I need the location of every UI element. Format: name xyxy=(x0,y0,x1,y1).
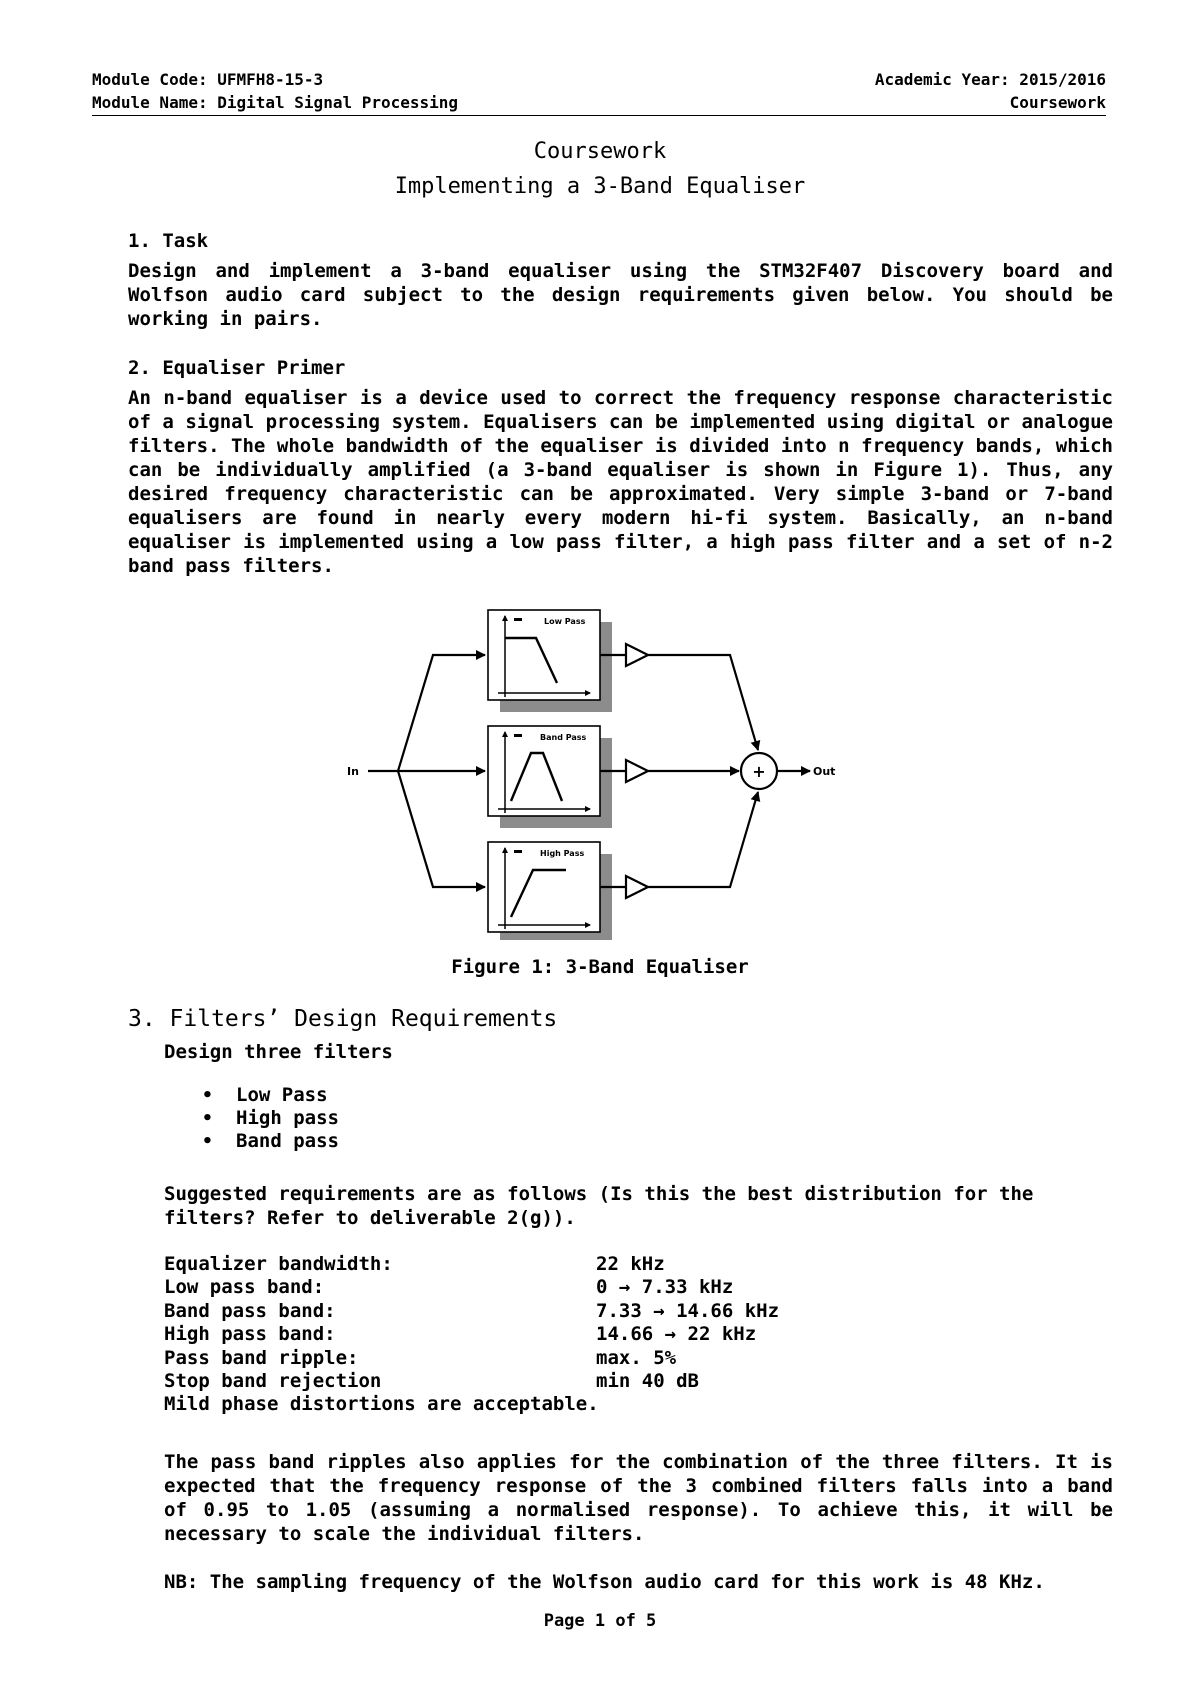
output-label: Out xyxy=(813,765,836,778)
doc-type: Coursework xyxy=(1009,93,1106,112)
task-text: Design and implement a 3-band equaliser using the STM32F407 Discovery board and Wolfson audio card subject to the design requirements given below. You should be working in pairs. xyxy=(128,260,1113,330)
module-name: Module Name: Digital Signal Processing xyxy=(92,93,459,112)
spec-row: Low pass band: 0 → 7.33 kHz xyxy=(164,1276,734,1299)
gain-triangle-band xyxy=(626,760,648,782)
ripple-note: The pass band ripples also applies for the combination of the three filters. It is expected that the frequency response of the 3 combined filters falls into a band of 0.95 to 1.05 (assuming a normalised response). To achieve this, it will be necessary to scale the individual filters. xyxy=(164,1451,1113,1545)
suggested-text: Suggested requirements are as follows (Is this the best distribution for the filters? Refer to deliverable 2(g)). xyxy=(164,1183,1034,1229)
lowpass-block xyxy=(488,610,612,712)
phase-note: Mild phase distortions are acceptable. xyxy=(164,1393,599,1416)
page-number: Page 1 of 5 xyxy=(543,1611,657,1631)
bullet-icon: • xyxy=(202,1085,213,1106)
spec-row: Pass band ripple: max. 5% xyxy=(164,1346,677,1369)
task-heading: 1. Task xyxy=(128,230,209,252)
spec-row: Band pass band: 7.33 → 14.66 kHz xyxy=(164,1299,780,1322)
highpass-block xyxy=(488,842,612,940)
input-label: In xyxy=(347,765,359,778)
figure-caption: Figure 1: 3-Band Equaliser xyxy=(451,956,749,978)
spec-table xyxy=(164,1253,780,1417)
primer-text: An n-band equaliser is a device used to correct the frequency response characteristic of a signal processing system. Equalisers can be implemented using digital or analogue filters. The whole bandwidth of the equaliser is divided into n frequency bands, which can be individually amplified (a 3-band equaliser is shown in Figure 1). Thus, any desired frequency characteristic can be approximated. Very simple 3-band or 7-band equalisers are found in nearly every modern hi-fi system. Basically, an n-band equaliser is implemented using a low pass filter, a high pass filter and a set of n-2 band pass filters. xyxy=(128,387,1113,577)
bandpass-label: Band Pass xyxy=(540,733,587,742)
header-row-2 xyxy=(92,93,1106,116)
spec-row: Stop band rejection min 40 dB xyxy=(164,1369,699,1392)
list-item: • High pass xyxy=(202,1107,339,1129)
module-code: Module Code: UFMFH8-15-3 xyxy=(92,70,324,89)
list-item: • Band pass xyxy=(202,1130,339,1152)
page-title: Coursework xyxy=(533,139,667,164)
highpass-label: High Pass xyxy=(540,849,585,858)
high-to-sum-arrow xyxy=(648,792,758,887)
spec-row: High pass band: 14.66 → 22 kHz xyxy=(164,1323,757,1346)
low-to-sum-arrow xyxy=(648,655,758,750)
header-row-1 xyxy=(92,70,1106,92)
bullet-icon: • xyxy=(202,1108,213,1129)
primer-heading: 2. Equaliser Primer xyxy=(128,357,346,379)
bullet-icon: • xyxy=(202,1131,213,1152)
lowpass-label: Low Pass xyxy=(544,617,586,626)
spec-row: Equalizer bandwidth: 22 kHz xyxy=(164,1253,665,1275)
sum-symbol: + xyxy=(752,762,766,781)
filter-list xyxy=(164,1084,339,1153)
requirements-heading: 3. Filters’ Design Requirements xyxy=(128,1006,558,1032)
requirements-intro: Design three filters xyxy=(164,1041,393,1063)
bandpass-block xyxy=(488,726,612,828)
list-item: • Low Pass xyxy=(202,1084,328,1106)
gain-triangle-high xyxy=(626,876,648,898)
input-to-lowpass-arrow xyxy=(398,655,485,771)
input-to-highpass-arrow xyxy=(398,771,485,887)
equaliser-diagram xyxy=(330,600,870,940)
gain-triangle-low xyxy=(626,644,648,666)
page-subtitle: Implementing a 3-Band Equaliser xyxy=(394,174,806,199)
nb-note: NB: The sampling frequency of the Wolfson audio card for this work is 48 KHz. xyxy=(164,1571,1045,1593)
academic-year: Academic Year: 2015/2016 xyxy=(874,70,1106,89)
